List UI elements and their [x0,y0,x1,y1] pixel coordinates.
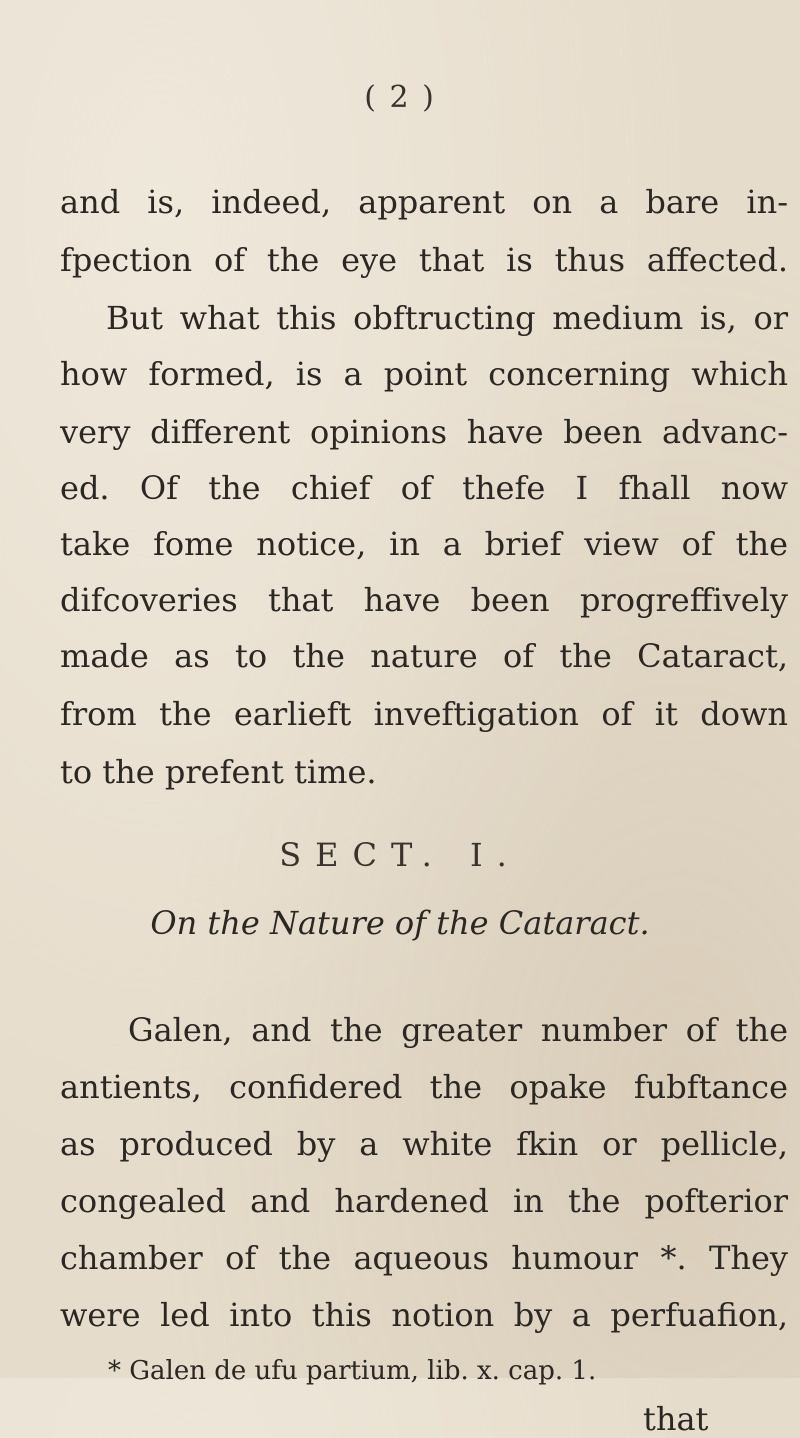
text-line: were led into this notion by a perfuafion, [60,1296,788,1334]
text-line: from the earlieft inveftigation of it down [60,695,788,733]
text-line: to the prefent time. [60,753,377,791]
text-line: congealed and hardened in the pofterior [60,1182,788,1220]
text-line: take fome notice, in a brief view of the [60,525,788,563]
text-line: Galen, and the greater number of the [128,1011,788,1049]
text-line: ed. Of the chief of thefe I fhall now [60,469,788,507]
catchword: that [643,1400,709,1438]
text-line: fpection of the eye that is thus affected. [60,241,788,279]
text-line: as produced by a white fkin or pellicle, [60,1125,788,1163]
text-line: antients, confidered the opake fubftance [60,1068,788,1106]
section-title: On the Nature of the Cataract. [150,904,650,942]
text-line: how formed, is a point concerning which [60,355,788,393]
text-line: and is, indeed, apparent on a bare in- [60,183,788,221]
text-line: made as to the nature of the Cataract, [60,637,788,675]
text-line: But what this obftructing medium is, or [106,299,788,337]
section-heading: SECT. I. [279,836,521,874]
text-line: very different opinions have been advanc- [60,413,788,451]
text-line: chamber of the aqueous humour *. They [60,1239,788,1277]
text-line: difcoveries that have been progreffively [60,581,788,619]
page-number: ( 2 ) [364,80,436,115]
footnote: * Galen de ufu partium, lib. x. cap. 1. [108,1356,597,1386]
